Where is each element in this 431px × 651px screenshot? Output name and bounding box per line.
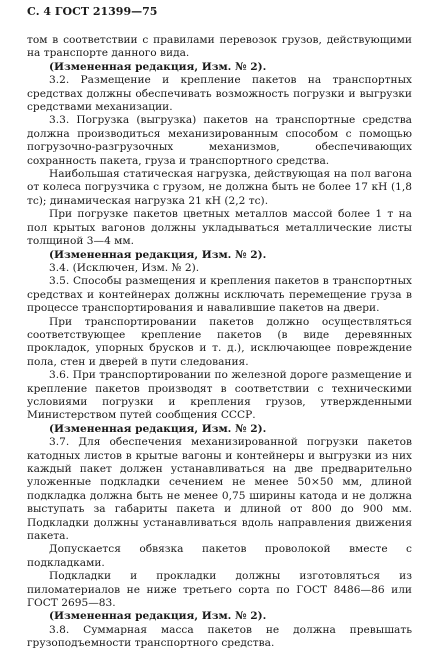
- paragraph-3-2: 3.2. Размещение и крепление пакетов на транспортных средствах должны обеспечивать возможность погрузки и выгрузки средствами механизации.: [27, 74, 412, 114]
- paragraph-3-7: 3.7. Для обеспечения механизированной погрузки пакетов катодных листов в крытые вагоны и контейнеры и выгрузки из них каждый пакет должен устанавливаться на две предварительно уложенные подкладки сечением не менее 50×50 мм, длиной подкладка должна быть не менее 0,75 ширины катода и не должна выступать за габариты пакета и длиной от 800 до 900 мм. Подкладки должны устанавливаться вдоль направления движения пакета.: [27, 436, 412, 543]
- edition-note: (Измененная редакция, Изм. № 2).: [49, 422, 267, 435]
- edition-note: (Измененная редакция, Изм. № 2).: [49, 60, 267, 73]
- paragraph-spacers: Подкладки и прокладки должны изготовляться из пиломатериалов не ниже третьего сорта по ГОСТ 8486—86 или ГОСТ 2695—83.: [27, 570, 412, 610]
- page-header: С. 4 ГОСТ 21399—75: [27, 5, 158, 18]
- paragraph-metal-sheets: При погрузке пакетов цветных металлов массой более 1 т на пол крытых вагонов должны укладываться металлические листы толщиной 3—4 мм.: [27, 208, 412, 248]
- edition-note: (Измененная редакция, Изм. № 2).: [49, 610, 267, 623]
- edition-note: (Измененная редакция, Изм. № 2).: [49, 248, 267, 261]
- paragraph-continuation: том в соответствии с правилами перевозок грузов, действующими на транспорте данного вида.: [27, 34, 412, 60]
- document-body: [27, 34, 412, 651]
- paragraph-3-3: 3.3. Погрузка (выгрузка) пакетов на транспортные средства должна производиться механизированным способом с помощью погрузочно-разгрузочных механизмов, обеспечивающих сохранность пакета, груза и транспортного средства.: [27, 114, 412, 167]
- paragraph-fastening: При транспортировании пакетов должно осуществляться соответствующее крепление пакетов (в виде деревянных прокладок, упорных брусков и т. д.), исключающее повреждение пола, стен и дверей в пути следования.: [27, 315, 412, 368]
- paragraph-3-5: 3.5. Способы размещения и крепления пакетов в транспортных средствах и контейнерах должны исключать перемещение груза в процессе транспортирования и навалившие пакетов на двери.: [27, 275, 412, 315]
- paragraph-static-load: Наибольшая статическая нагрузка, действующая на пол вагона от колеса погрузчика с грузом, не должна быть не более 17 кН (1,8 тс); динамическая нагрузка 21 кН (2,2 тс).: [27, 168, 412, 207]
- paragraph-3-8: 3.8. Суммарная масса пакетов не должна превышать грузоподъемности транспортного средства.: [27, 623, 412, 650]
- paragraph-3-6: 3.6. При транспортировании по железной дороге размещение и крепление пакетов производят в соответствии с техническими условиями погрузки и крепления грузов, утвержденными Министерством путей сообщения СССР.: [27, 369, 412, 422]
- paragraph-3-4: 3.4. (Исключен, Изм. № 2).: [49, 261, 200, 274]
- paragraph-wire-tie: Допускается обвязка пакетов проволокой вместе с подкладками.: [27, 543, 412, 569]
